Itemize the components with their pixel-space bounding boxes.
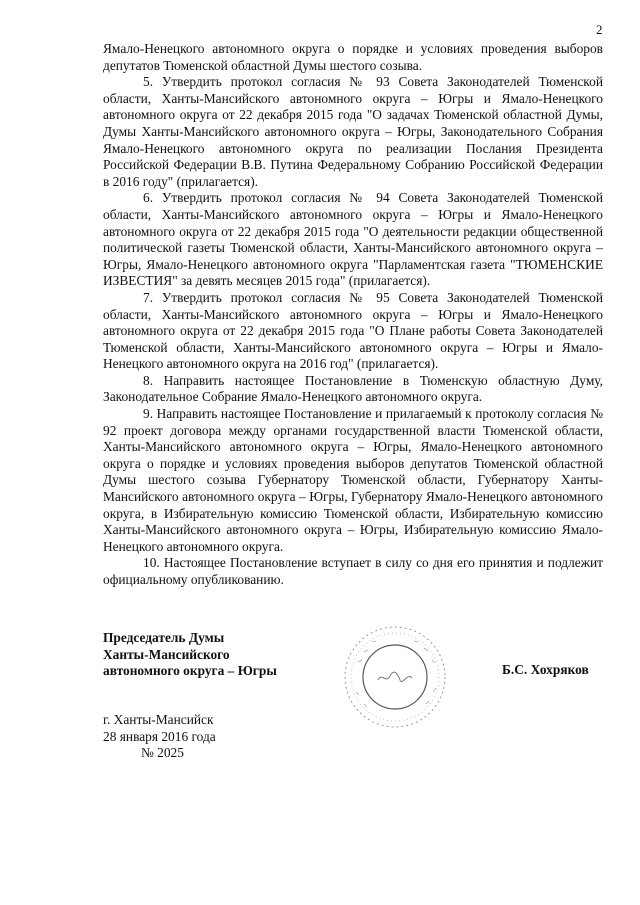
footer-document-number: № 2025: [141, 745, 184, 761]
paragraph-continuation: Ямало-Ненецкого автономного округа о порядке и условиях проведения выборов депутатов Тюменской областной Думы шестого созыва.: [103, 41, 603, 73]
signatory-name: Б.С. Хохряков: [502, 662, 589, 677]
document-footer: [103, 712, 216, 762]
paragraph-10: 10. Настоящее Постановление вступает в силу со дня его принятия и подлежит официальному опубликованию.: [103, 555, 603, 587]
paragraph-7: 7. Утвердить протокол согласия № 95 Совета Законодателей Тюменской области, Ханты-Мансийского автономного округа – Югры и Ямало-Ненецкого автономного округа от 22 декабря 2015 года "О Плане работы Совета Законодателей Тюменской области, Ханты-Мансийского автономного округа – Югры и Ямало-Ненецкого автономного округа на 2016 год" (прилагается).: [103, 289, 603, 372]
paragraph-6: 6. Утвердить протокол согласия № 94 Совета Законодателей Тюменской области, Ханты-Мансийского автономного округа – Югры и Ямало-Ненецкого автономного округа от 22 декабря 2015 года "О деятельности редакции общественной политической газеты Тюменской области, Ханты-Мансийского автономного округа – Югры, Ямало-Ненецкого автономного округа "Парламентская газета "ТЮМЕНСКИЕ ИЗВЕСТИЯ" за девять месяцев 2015 года" (прилагается).: [103, 190, 603, 289]
page-number: 2: [596, 22, 603, 37]
signature-title: [103, 630, 277, 680]
document-body: [103, 41, 603, 589]
official-seal-stamp: [340, 622, 450, 732]
paragraph-5: 5. Утвердить протокол согласия № 93 Совета Законодателей Тюменской области, Ханты-Мансийского автономного округа – Югры и Ямало-Ненецкого автономного округа от 22 декабря 2015 года "О задачах Тюменской областной Думы, Думы Ханты-Мансийского автономного округа – Югры, Законодательного Собрания Ямало-Ненецкого автономного округа по реализации Послания Президента Российской Федерации В.В. Путина Федеральному Собранию Российской Федерации в 2016 году" (прилагается).: [103, 74, 603, 189]
paragraph-9: 9. Направить настоящее Постановление и прилагаемый к протоколу согласия № 92 проект договора между органами государственной власти Тюменской области, Ханты-Мансийского автономного округа – Югры, Ямало-Ненецкого автономного округа о порядке и условиях проведения выборов депутатов Тюменской областной Думы шестого созыва Губернатору Тюменской области, Губернатору Ханты-Мансийского автономного округа – Югры, Губернатору Ямало-Ненецкого автономного округа, в Избирательную комиссию Тюменской области, Избирательную комиссию Ханты-Мансийского автономного округа – Югры, Избирательную комиссию Ямало-Ненецкого автономного округа.: [103, 406, 603, 554]
signature-title-line: автономного округа – Югры: [103, 663, 277, 679]
paragraph-8: 8. Направить настоящее Постановление в Тюменскую областную Думу, Законодательное Собрание Ямало-Ненецкого автономного округа.: [103, 372, 603, 405]
footer-date: 28 января 2016 года: [103, 728, 216, 744]
signature-title-line: Ханты-Мансийского: [103, 646, 230, 662]
signature-title-line: Председатель Думы: [103, 630, 225, 645]
footer-city: г. Ханты-Мансийск: [103, 712, 214, 727]
